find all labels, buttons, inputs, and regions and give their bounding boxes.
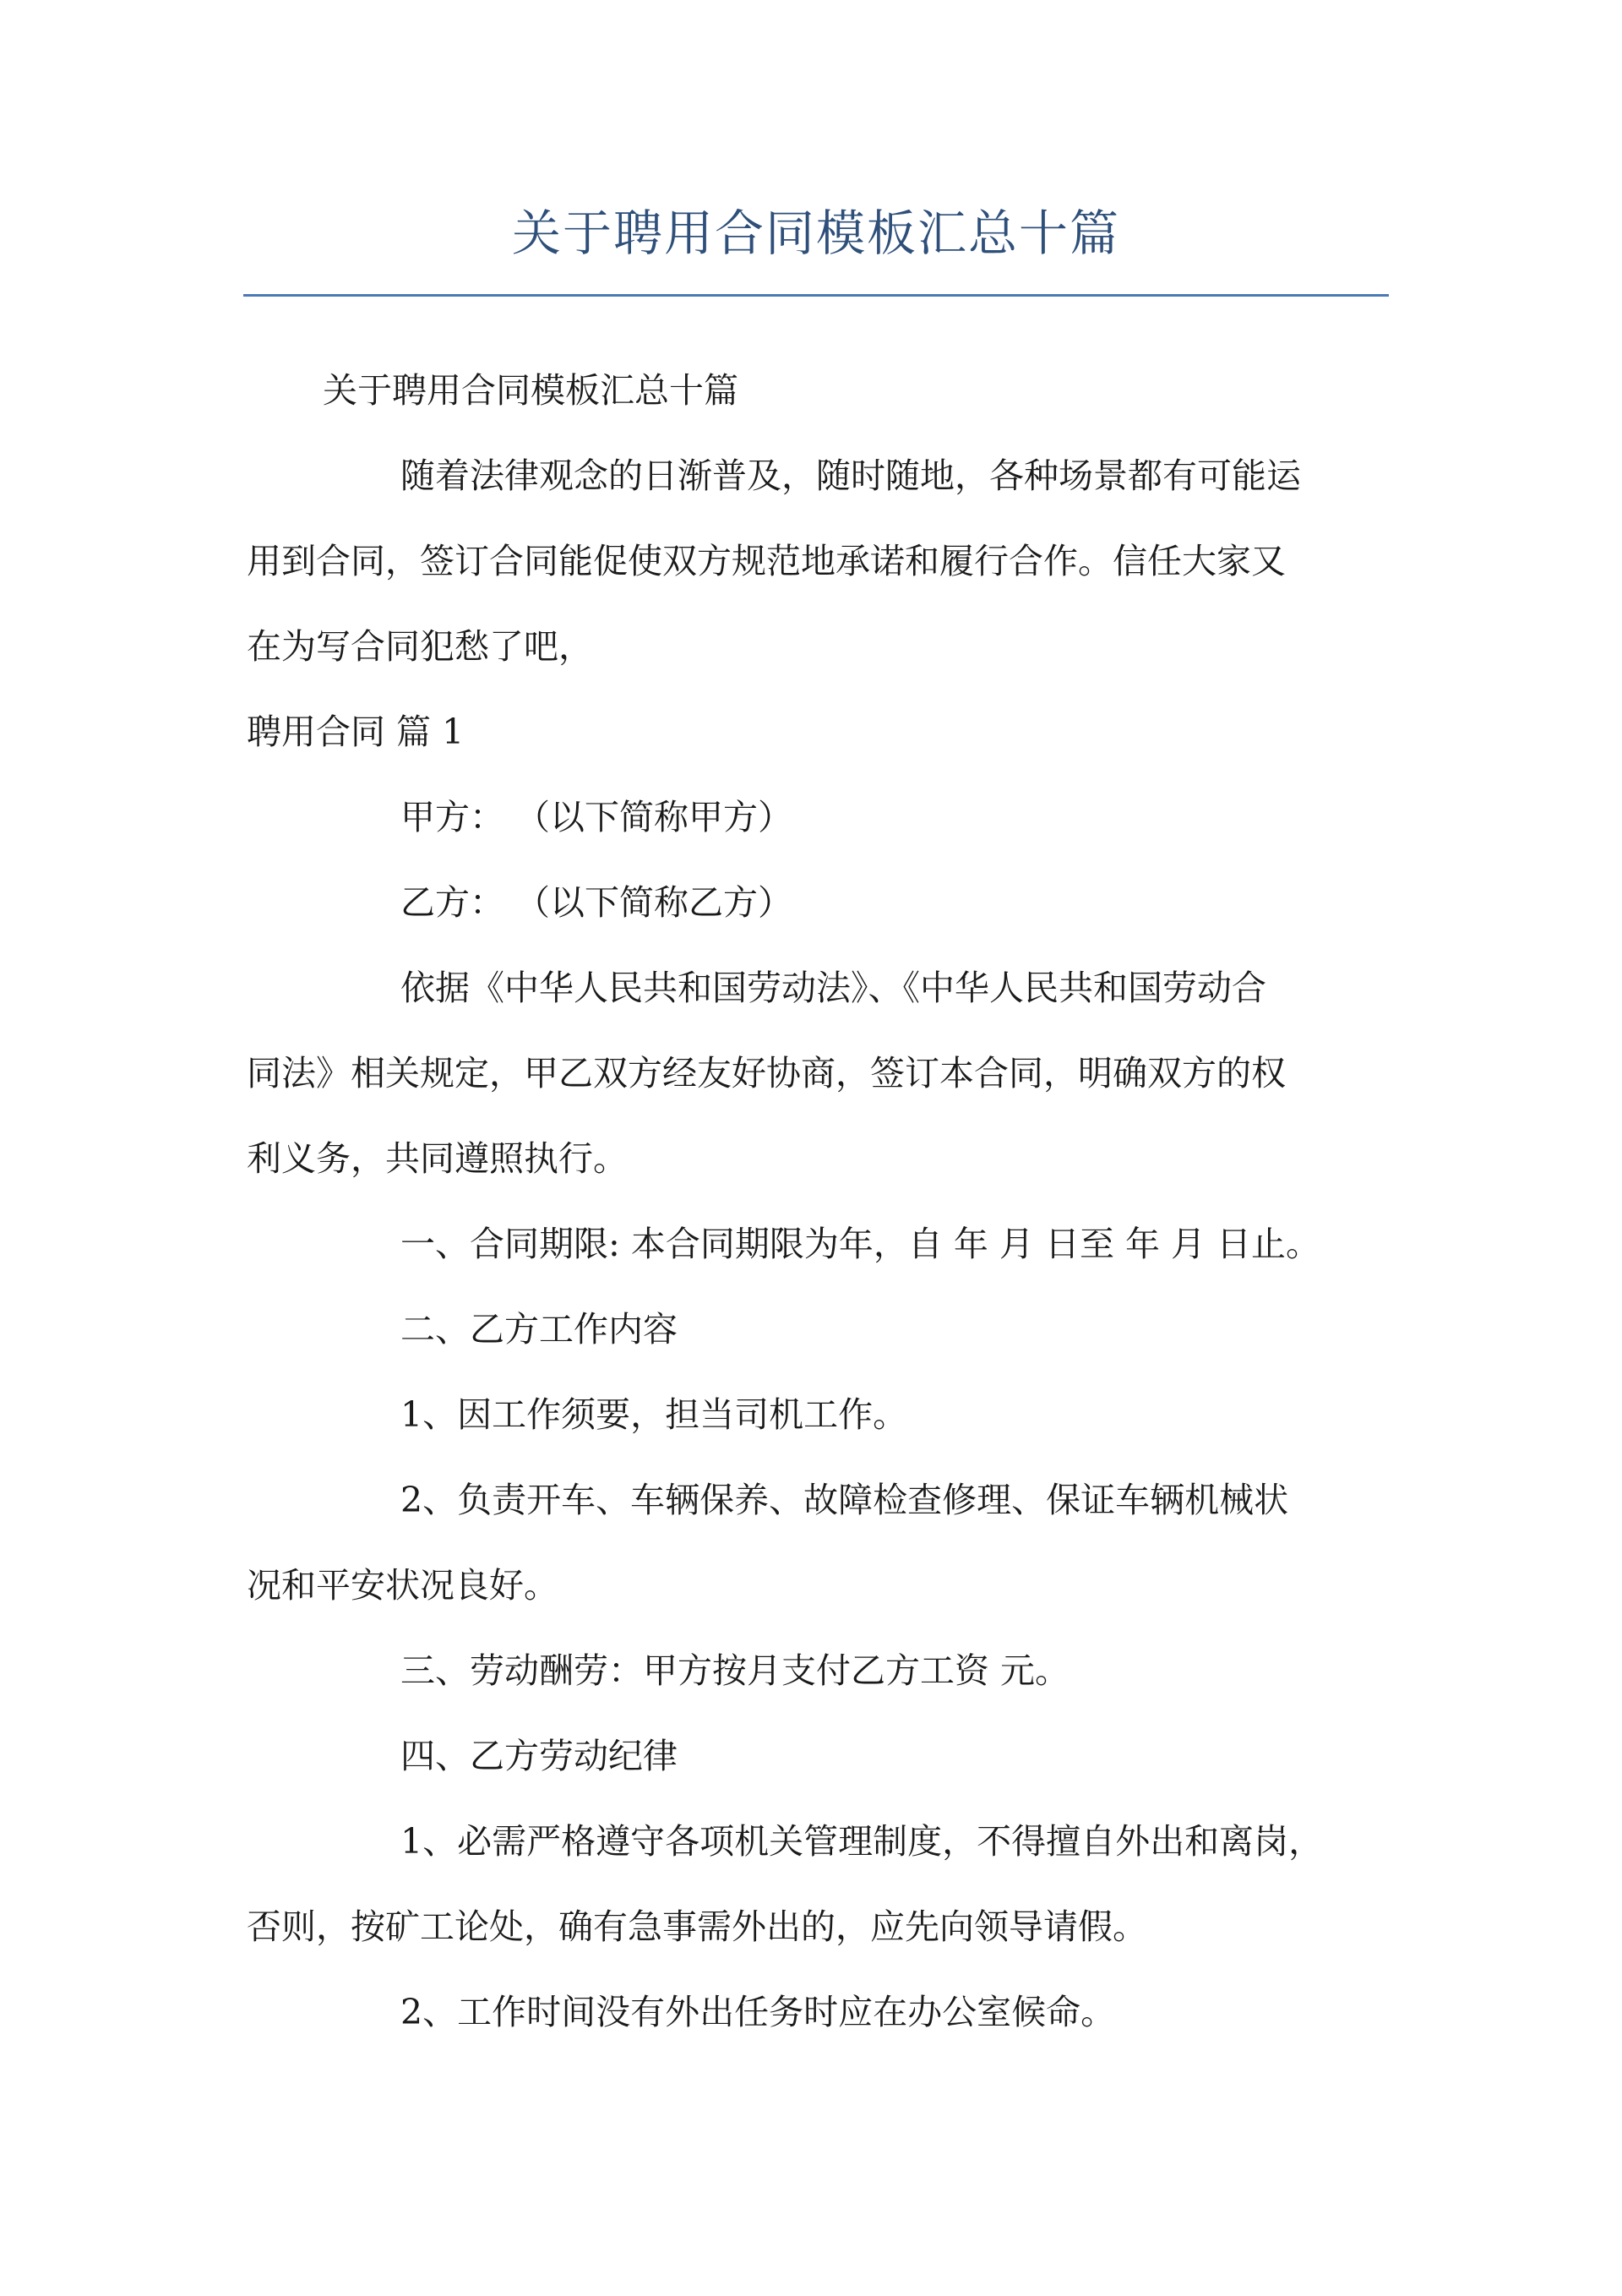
title-underline [243, 294, 1389, 297]
intro-paragraph-line: 随着法律观念的日渐普及，随时随地，各种场景都有可能运 [400, 455, 1301, 496]
clause-item-continuation: 况和平安状况良好。 [247, 1565, 558, 1606]
clause-heading: 四、乙方劳动纪律 [400, 1736, 678, 1776]
basis-paragraph-line: 利义务，共同遵照执行。 [247, 1138, 628, 1179]
clause-heading: 二、乙方工作内容 [400, 1309, 678, 1350]
clause-item: 1、因工作须要，担当司机工作。 [400, 1394, 908, 1435]
party-a-line: 甲方： （以下简称甲方） [400, 797, 793, 837]
document-title: 关于聘用合同模板汇总十篇 [511, 205, 1120, 262]
clause-pay: 三、劳动酬劳：甲方按月支付乙方工资 元。 [400, 1650, 1070, 1691]
intro-heading: 关于聘用合同模板汇总十篇 [323, 370, 738, 411]
clause-item: 1、必需严格遵守各项机关管理制度，不得擅自外出和离岗， [400, 1821, 1324, 1862]
section-heading: 聘用合同 篇 1 [247, 712, 465, 752]
clause-item: 2、工作时间没有外出任务时应在办公室候命。 [400, 1992, 1116, 2032]
basis-paragraph-line: 同法》相关规定，甲乙双方经友好协商，签订本合同，明确双方的权 [247, 1053, 1286, 1093]
clause-item: 2、负责开车、车辆保养、故障检查修理、保证车辆机械状 [400, 1480, 1289, 1520]
document-body [247, 348, 1400, 2055]
clause-term: 一、合同期限: 本合同期限为年，自 年 月 日至 年 月 日止。 [400, 1224, 1321, 1264]
party-b-line: 乙方： （以下简称乙方） [400, 882, 793, 923]
intro-paragraph-line: 在为写合同犯愁了吧， [247, 626, 593, 667]
clause-item-continuation: 否则，按矿工论处，确有急事需外出的，应先向领导请假。 [247, 1906, 1147, 1947]
basis-paragraph-line: 依据《中华人民共和国劳动法》、《中华人民共和国劳动合 [400, 968, 1266, 1008]
intro-paragraph-line: 用到合同，签订合同能促使双方规范地承诺和履行合作。信任大家又 [247, 541, 1286, 581]
